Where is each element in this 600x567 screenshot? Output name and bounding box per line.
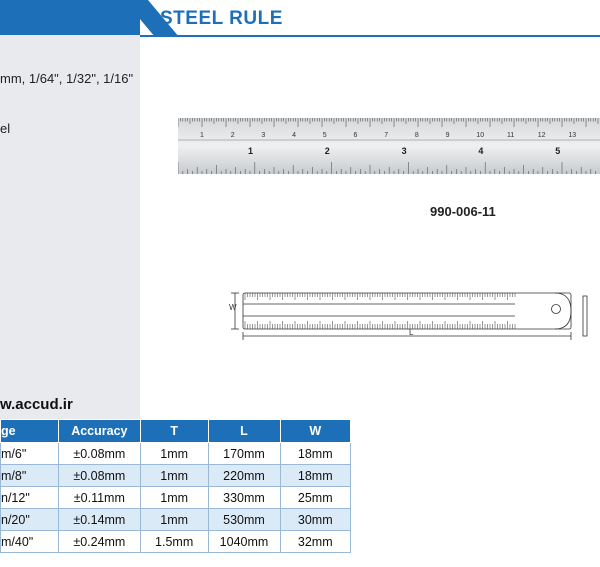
ruler-bottom-number: 4 — [478, 146, 484, 156]
ruler-bottom-number: 5 — [555, 146, 561, 156]
cell-accuracy: ±0.14mm — [58, 509, 140, 531]
header-length: L — [208, 420, 280, 443]
cell-length: 170mm — [208, 443, 280, 465]
table-row — [1, 443, 351, 465]
cell-width: 32mm — [280, 531, 351, 553]
header-rule-line — [140, 35, 600, 37]
cell-range: m/40" — [1, 531, 59, 553]
ruler-top-number: 9 — [445, 132, 450, 139]
width-label: W — [229, 303, 237, 312]
cell-thickness: 1mm — [140, 443, 208, 465]
ruler-top-number: 4 — [292, 132, 297, 139]
ruler-top-number: 8 — [414, 132, 419, 139]
table-row — [1, 465, 351, 487]
table-row — [1, 509, 351, 531]
cell-accuracy: ±0.24mm — [58, 531, 140, 553]
ruler-top-number: 3 — [261, 132, 266, 139]
drawing-outline — [243, 293, 571, 329]
cell-width: 18mm — [280, 443, 351, 465]
header-width: W — [280, 420, 351, 443]
cell-accuracy: ±0.11mm — [58, 487, 140, 509]
ruler-top-number: 11 — [507, 132, 515, 139]
cell-accuracy: ±0.08mm — [58, 465, 140, 487]
ruler-bottom-number: 1 — [248, 146, 254, 156]
ruler-top-number: 12 — [537, 132, 546, 139]
ruler-top-number: 2 — [230, 132, 235, 139]
cell-range: n/12" — [1, 487, 59, 509]
ruler-top-number: 7 — [384, 132, 389, 139]
cell-length: 530mm — [208, 509, 280, 531]
header-accuracy: Accuracy — [58, 420, 140, 443]
header-range: ge — [1, 420, 59, 443]
header-band — [0, 0, 140, 36]
cell-thickness: 1mm — [140, 487, 208, 509]
ruler-bottom-number: 2 — [324, 146, 330, 156]
cell-length: 330mm — [208, 487, 280, 509]
ruler-technical-drawing — [225, 288, 600, 342]
length-label: L — [409, 328, 414, 337]
website-url: w.accud.ir — [0, 396, 73, 413]
ruler-bottom-number: 3 — [401, 146, 407, 156]
cell-width: 18mm — [280, 465, 351, 487]
hanging-hole — [552, 305, 561, 314]
table-row — [1, 487, 351, 509]
spec-sidebar — [0, 35, 140, 420]
header-thickness: T — [140, 420, 208, 443]
cell-thickness: 1.5mm — [140, 531, 208, 553]
ruler-top-number: 10 — [476, 132, 485, 139]
table-header-row — [1, 420, 351, 443]
part-number: 990-006-11 — [430, 204, 496, 219]
cell-range: m/6" — [1, 443, 59, 465]
ruler-top-number: 5 — [322, 132, 327, 139]
page-title: STEEL RULE — [160, 8, 283, 29]
ruler-blade — [178, 118, 600, 174]
cell-width: 25mm — [280, 487, 351, 509]
spec-table — [0, 419, 351, 553]
cell-thickness: 1mm — [140, 509, 208, 531]
cell-length: 220mm — [208, 465, 280, 487]
table-row — [1, 531, 351, 553]
ruler-top-number: 13 — [568, 132, 577, 139]
cell-length: 1040mm — [208, 531, 280, 553]
cell-range: m/8" — [1, 465, 59, 487]
cell-range: n/20" — [1, 509, 59, 531]
cell-thickness: 1mm — [140, 465, 208, 487]
ruler-top-number: 6 — [353, 132, 358, 139]
material-text: el — [0, 121, 11, 136]
ruler-top-number: 1 — [200, 132, 204, 139]
cell-width: 30mm — [280, 509, 351, 531]
steel-rule-photo — [178, 118, 600, 174]
cell-accuracy: ±0.08mm — [58, 443, 140, 465]
graduations-text: mm, 1/64", 1/32", 1/16" — [0, 71, 134, 86]
